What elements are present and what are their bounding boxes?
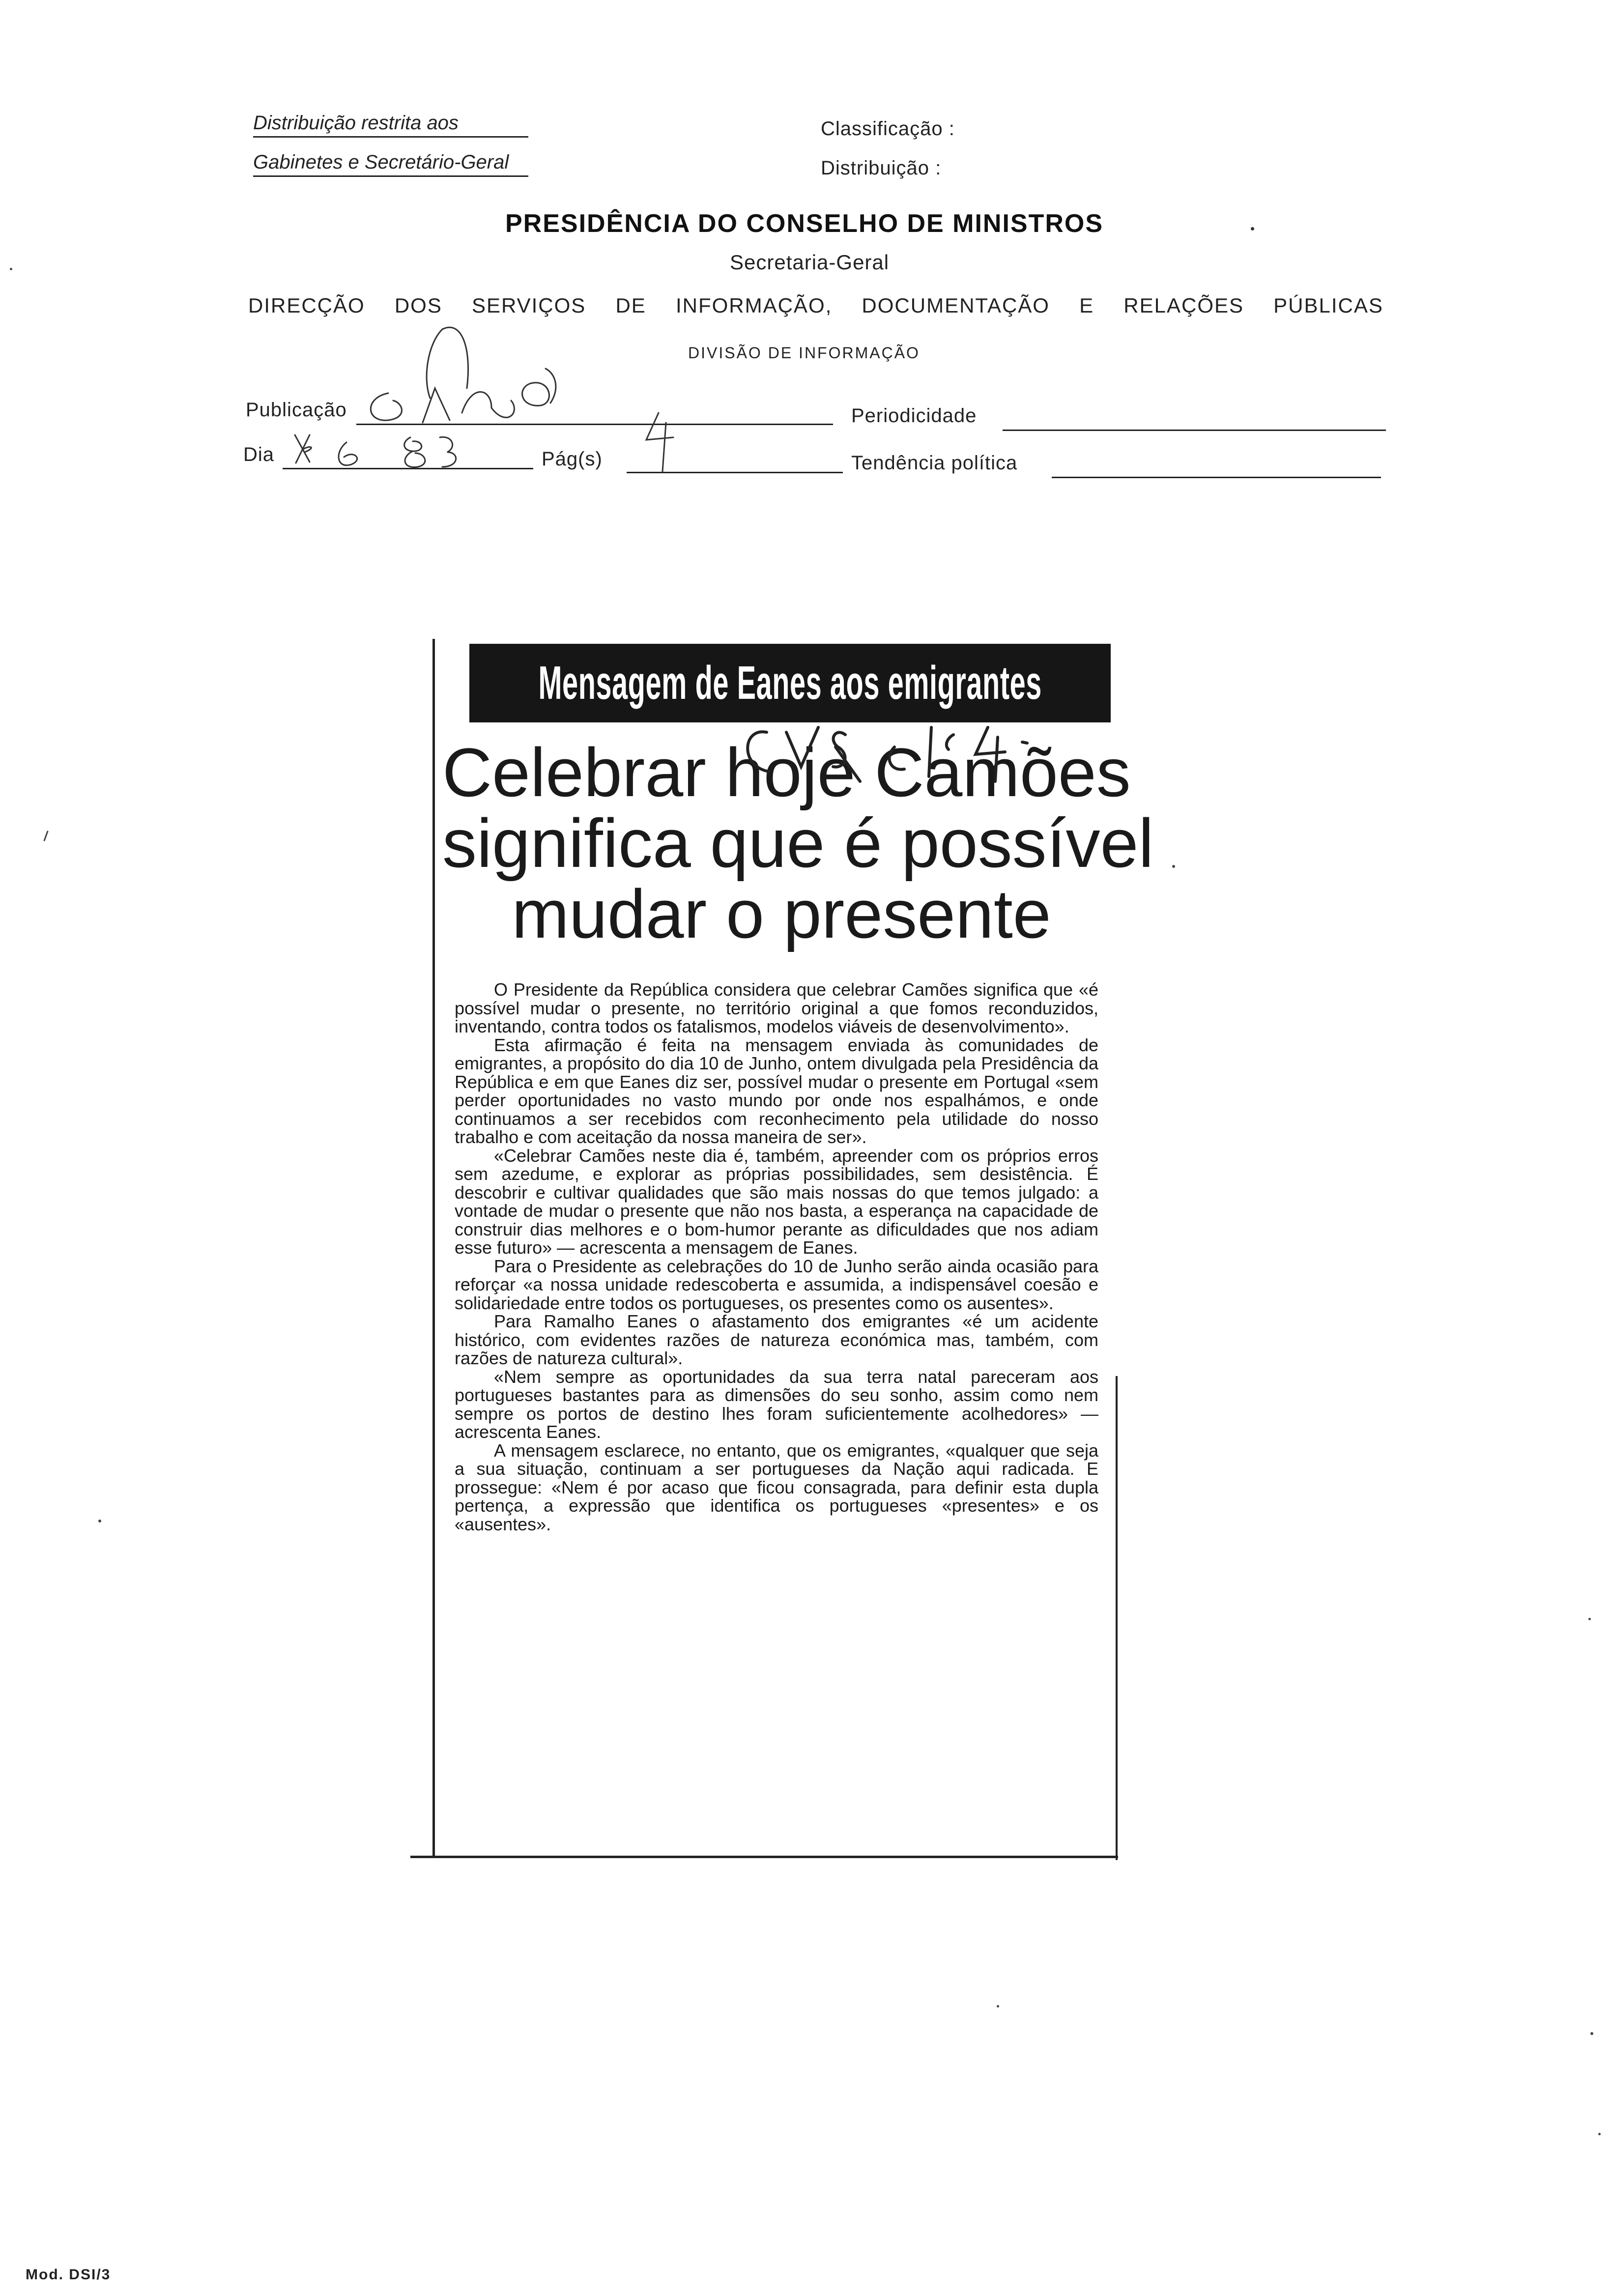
form-model-code: Mod. DSI/3 — [26, 2267, 111, 2283]
distribution-label: Distribuição : — [821, 157, 942, 179]
department-title — [248, 294, 1383, 317]
article-paragraph: Esta afirmação é feita na mensagem enviada às comunidades de emigrantes, a propósito do dia 10 de Junho, ontem divulgada pela Presidência da República e em que Eanes diz ser, possível mudar o presente em Portugal «sem perder oportunidades no vasto mundo por onde nos espalhámos, e onde continuamos a ser recebidos com reconhecimento pela utilidade do nosso trabalho e com aceitação da nossa maneira de ser». — [455, 1034, 1098, 1147]
handwritten-page-number — [639, 408, 683, 477]
scan-speck — [10, 268, 12, 270]
political-tendency-field-line — [1052, 477, 1381, 478]
clipping-left-border — [432, 639, 435, 1858]
department-word: DOCUMENTAÇÃO — [862, 294, 1050, 317]
scan-speck — [1590, 2032, 1593, 2035]
scan-speck — [1172, 865, 1175, 868]
article-paragraph: O Presidente da República considera que celebrar Camões significa que «é possível mudar o presente, no território original a que fomos reconduzidos, inventando, contra todos os fatalismos, modelos viáveis de desenvolvimento». — [455, 979, 1098, 1036]
department-word: DOS — [394, 294, 442, 317]
article-paragraph: Para o Presidente as celebrações do 10 de Junho serão ainda ocasião para reforçar «a nossa unidade redescoberta e assumida, a indispensável coesão e solidariedade entre todos os portugueses, os presentes como os ausentes». — [455, 1256, 1098, 1313]
article-paragraph: Para Ramalho Eanes o afastamento dos emigrantes «é um acidente histórico, com evidentes razões de natureza económica mas, também, com razões de natureza cultural». — [455, 1311, 1098, 1368]
publication-label: Publicação — [246, 399, 347, 421]
scan-speck — [1588, 1618, 1591, 1620]
headline-line: Celebrar hoje Camões — [442, 734, 1131, 811]
clipping-right-border — [1116, 1376, 1118, 1860]
pages-label: Pág(s) — [542, 448, 603, 470]
department-word: E — [1079, 294, 1094, 317]
article-paragraph: A mensagem esclarece, no entanto, que os emigrantes, «qualquer que seja a sua situação, continuam a ser portugueses da Nação aqui radicada. E prossegue: «Nem é por acaso que ficou consagrada, para definir esta dupla pertença, a expressão que identifica os portugueses «presentes» e os «ausentes». — [455, 1440, 1098, 1534]
department-word: SERVIÇOS — [472, 294, 586, 317]
department-word: INFORMAÇÃO, — [675, 294, 833, 317]
scan-speck — [997, 2005, 999, 2008]
day-label: Dia — [243, 444, 275, 465]
article-paragraph: «Celebrar Camões neste dia é, também, apreender com os próprios erros sem azedume, e explorar as próprias possibilidades, sem desistência. É descobrir e cultivar qualidades que são mais nossas do que temos julgado: a vontade de mudar o presente que não nos basta, a esperança na capacidade de construir dias melhores e o bom-humor perante as dificuldades que nos adiam esse futuro» — acrescenta a mensagem de Eanes. — [455, 1145, 1098, 1258]
scan-speck — [1598, 2133, 1601, 2135]
headline-line: mudar o presente — [512, 875, 1051, 952]
division-title: DIVISÃO DE INFORMAÇÃO — [688, 344, 920, 362]
classification-label: Classificação : — [821, 118, 955, 140]
article-kicker-text: Mensagem de Eanes aos emigrantes — [538, 657, 1042, 709]
headline-line: significa que é possível — [442, 804, 1154, 882]
department-word: DE — [615, 294, 646, 317]
handwritten-date-scribble — [290, 423, 487, 477]
scan-mark — [43, 831, 48, 841]
department-word: PÚBLICAS — [1273, 294, 1383, 317]
department-word: RELAÇÕES — [1123, 294, 1244, 317]
article-body — [455, 980, 1098, 1533]
dust-speck — [1251, 227, 1254, 230]
clipping-bottom-border — [410, 1856, 1118, 1858]
periodicity-label: Periodicidade — [851, 405, 977, 427]
distribution-note-line2: Gabinetes e Secretário-Geral — [253, 151, 528, 177]
handwritten-date-annotation — [732, 708, 1076, 791]
secretariat-title: Secretaria-Geral — [730, 251, 890, 274]
scan-speck — [98, 1520, 101, 1522]
political-tendency-label: Tendência política — [851, 452, 1018, 474]
distribution-note-line1: Distribuição restrita aos — [253, 112, 528, 138]
ministry-title: PRESIDÊNCIA DO CONSELHO DE MINISTROS — [505, 209, 1104, 238]
article-paragraph: «Nem sempre as oportunidades da sua terra natal pareceram aos portugueses bastantes para as dimensões do seu sonho, assim como nem sempre os portos de destino lhes foram suficientemente acolhedores» — acrescenta Eanes. — [455, 1366, 1098, 1442]
department-word: DIRECÇÃO — [248, 294, 365, 317]
periodicity-field-line — [1003, 430, 1386, 431]
